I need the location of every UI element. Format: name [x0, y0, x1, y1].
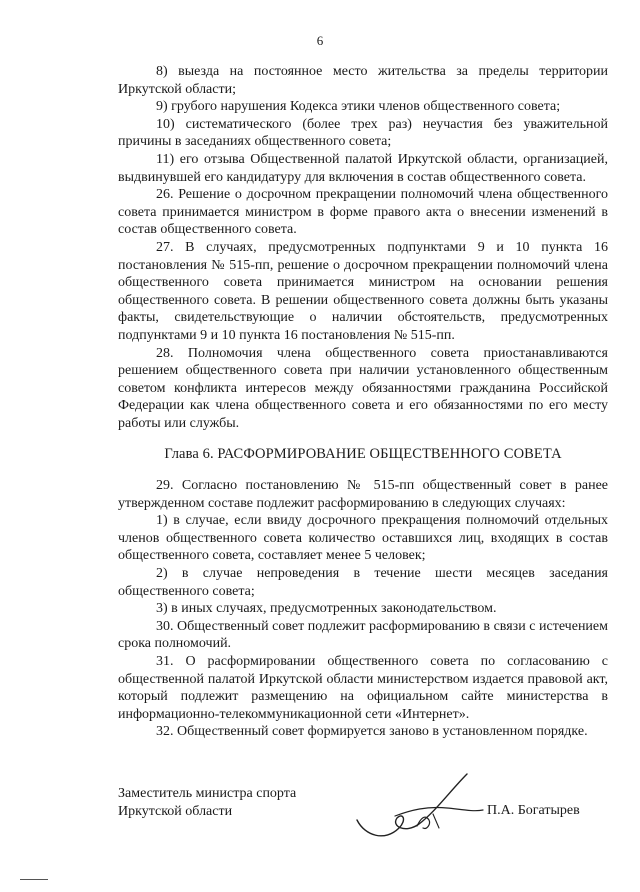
- list-item-2: 2) в случае непроведения в течение шести месяцев заседания общественного совета;: [118, 566, 608, 599]
- list-item-1: 1) в случае, если ввиду досрочного прекращения полномочий отдельных членов общественного совета количество оставшихся лиц, входящих в состав общественного совета, составляет менее 5 человек;: [118, 513, 608, 564]
- list-item-9: 9) грубого нарушения Кодекса этики членов общественного совета;: [156, 99, 561, 115]
- document-body: [118, 63, 608, 741]
- list-item-3: 3) в иных случаях, предусмотренных законодательством.: [156, 601, 497, 617]
- list-item-10: 10) систематического (более трех раз) неучастия без уважительной причины в заседаниях общественного совета;: [118, 116, 608, 150]
- list-item-8: 8) выезда на постоянное место жительства за пределы территории Иркутской области;: [118, 64, 608, 97]
- paragraph-27: 27. В случаях, предусмотренных подпунктами 9 и 10 пункта 16 постановления № 515-пп, решение о досрочном прекращении полномочий члена общественного совета принимается министром на основании решения общественного совета. В решении общественного совета должны быть указаны факты, свидетельствующие о наличии обстоятельств, предусмотренных подпунктами 9 и 10 пункта 16 постановления № 515-пп.: [118, 239, 608, 343]
- page-number: 6: [316, 33, 324, 48]
- signatory-position-line1: Заместитель министра спорта: [118, 786, 297, 801]
- signatory-name: П.А. Богатырев: [487, 803, 580, 818]
- signatory-position-line2: Иркутской области: [118, 803, 233, 819]
- list-item-11: 11) его отзыва Общественной палатой Иркутской области, организацией, выдвинувшей его кандидатуру для включения в состав общественного совета.: [118, 151, 608, 185]
- footer-divider: [20, 879, 48, 880]
- paragraph-29: 29. Согласно постановлению № 515-пп общественный совет в ранее утвержденном составе подлежит расформированию в следующих случаях:: [118, 478, 608, 511]
- handwritten-signature: [355, 768, 485, 848]
- paragraph-26: 26. Решение о досрочном прекращении полномочий члена общественного совета принимается министром в форме правого акта о внесении изменений в состав общественного совета.: [118, 187, 608, 238]
- paragraph-30: 30. Общественный совет подлежит расформированию в связи с истечением срока полномочий.: [118, 618, 608, 652]
- signatory-position: [118, 785, 296, 820]
- paragraph-32: 32. Общественный совет формируется заново в установленном порядке.: [156, 724, 588, 740]
- paragraph-31: 31. О расформировании общественного совета по согласованию с общественной палатой Иркутской области министерством издается правовой акт, который подлежит размещению на официальном сайте министерства в информационно-телекоммуникационной сети «Интернет».: [118, 654, 608, 722]
- paragraph-28: 28. Полномочия члена общественного совета приостанавливаются решением общественного совета при наличии установленного общественным советом конфликта интересов между обязанностями гражданина Российской Федерации как члена общественного совета и его обязанностями по его месту работы или службы.: [118, 345, 608, 431]
- chapter-heading: Глава 6. РАСФОРМИРОВАНИЕ ОБЩЕСТВЕННОГО СОВЕТА: [164, 446, 562, 463]
